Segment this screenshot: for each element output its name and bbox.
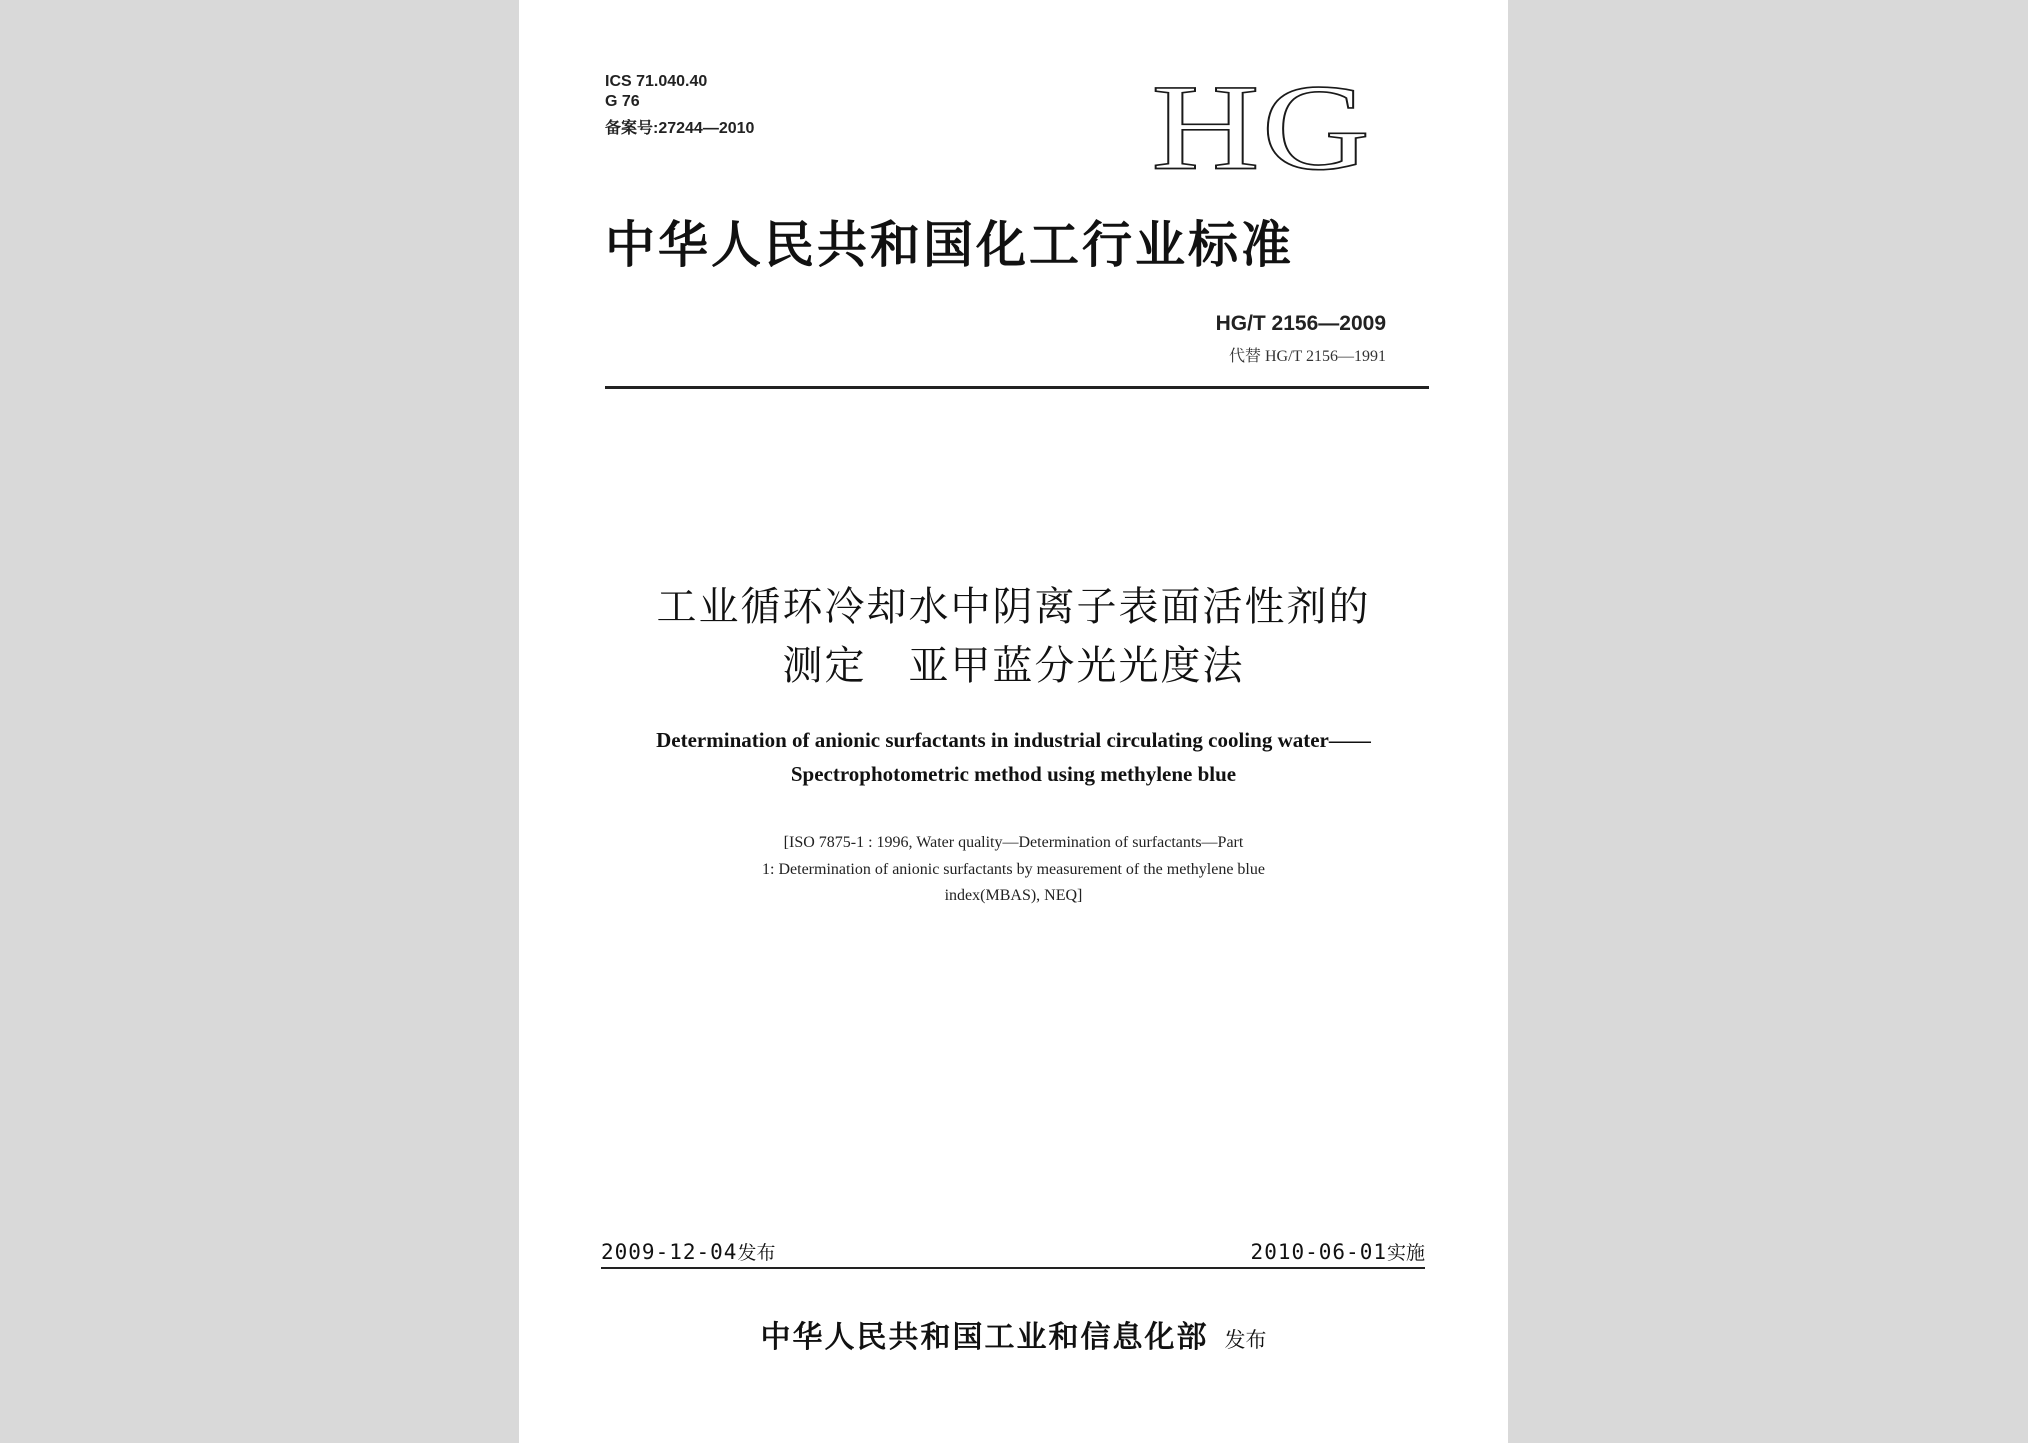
category-code: G 76 [605,93,640,110]
effective-date [1251,1238,1425,1265]
chinese-title-line-1: 工业循环冷却水中阴离子表面活性剂的 [656,584,1371,630]
replaced-standard: 代替 HG/T 2156—1991 [1228,348,1386,365]
hg-logo: HG [1151,59,1372,196]
publisher-action: 发布 [1224,1328,1267,1352]
iso-reference-line-2: 1: Determination of anionic surfactants by measurement of the methylene blue [762,861,1265,878]
issue-label: 发布 [737,1242,776,1264]
ics-code: ICS 71.040.40 [605,73,708,90]
iso-reference-line-1: [ISO 7875-1 : 1996, Water quality—Determination of surfactants—Part [783,834,1244,851]
publisher-org: 中华人民共和国工业和信息化部 [760,1320,1209,1355]
publisher [519,1312,1508,1356]
issue-date-value: 2009-12-04 [601,1240,738,1264]
effective-label: 实施 [1386,1242,1425,1264]
english-title-line-2: Spectrophotometric method using methylene blue [790,762,1237,786]
document-page [519,0,1508,1443]
record-number: 备案号:27244—2010 [605,120,755,137]
standard-number: HG/T 2156—2009 [1215,312,1386,335]
iso-reference-line-3: index(MBAS), NEQ] [944,887,1083,904]
chinese-title-line-2: 测定 亚甲蓝分光光度法 [782,643,1245,689]
issue-date [601,1238,775,1265]
industry-standard-title: 中华人民共和国化工行业标准 [605,215,1294,274]
english-title-line-1: Determination of anionic surfactants in industrial circulating cooling water—— [656,728,1371,752]
header-divider [605,386,1429,389]
effective-date-value: 2010-06-01 [1250,1240,1387,1264]
footer-divider [601,1267,1425,1269]
